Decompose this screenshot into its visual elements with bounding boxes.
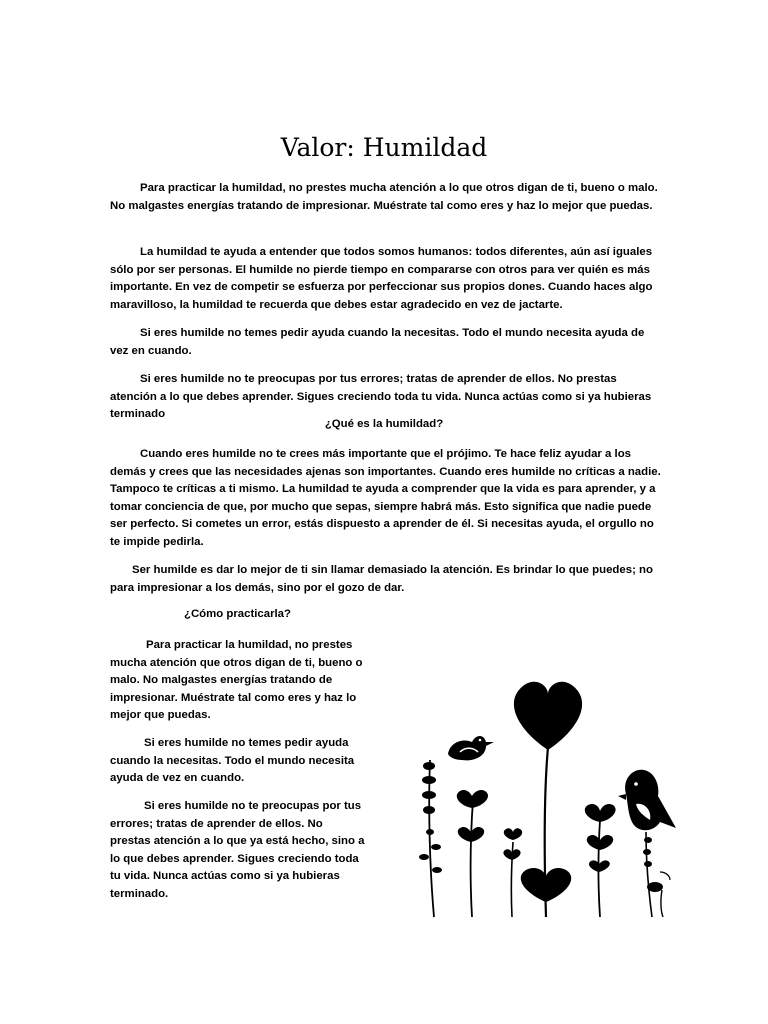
column-paragraph-practicar — [110, 637, 365, 725]
paragraph-text: Si eres humilde no temes pedir ayuda cuando la necesitas. Todo el mundo necesita ayuda de vez en cuando. — [110, 327, 645, 357]
paragraph-dar — [110, 562, 665, 597]
paragraph-text: Si eres humilde no te preocupas por tus errores; tratas de aprender de ellos. No prestas atención a lo que debes aprender. Sigues creciendo toda tu vida. Nunca actúas como si ya hubieras terminado — [110, 373, 652, 420]
paragraph-text: Para practicar la humildad, no prestes mucha atención que otros digan de ti, bueno o malo. No malgastes energías tratando de impresionar. Muéstrate tal como eres y haz lo mejor que puedas. — [110, 639, 363, 721]
column-paragraph-errores — [110, 798, 365, 903]
heading-que-es: ¿Qué es la humildad? — [324, 418, 444, 430]
paragraph-text: Si eres humilde no temes pedir ayuda cuando la necesitas. Todo el mundo necesita ayuda de vez en cuando. — [110, 737, 355, 784]
paragraph-ayuda — [110, 325, 665, 360]
paragraph-humanos — [110, 244, 665, 314]
heart-flowers-birds-illustration — [408, 672, 688, 922]
paragraph-intro — [110, 180, 665, 215]
large-heart-icon — [514, 682, 582, 750]
paragraph-text: Si eres humilde no te preocupas por tus errores; tratas de aprender de ellos. No prestas atención a lo que ya está hecho, sino a lo que debes aprender. Sigues creciendo toda tu vida. Nunca actúas como si ya hubieras terminado. — [110, 800, 365, 900]
page-title: Valor: Humildad — [280, 133, 488, 162]
paragraph-errores — [110, 371, 665, 424]
paragraph-text: Para practicar la humildad, no prestes mucha atención a lo que otros digan de ti, bueno o malo. No malgastes energías tratando de impresionar. Muéstrate tal como eres y haz lo mejor que puedas. — [110, 182, 658, 212]
paragraph-text: La humildad te ayuda a entender que todos somos humanos: todos diferentes, aún así iguales sólo por ser personas. El humilde no pierde tiempo en compararse con otros para ver quién es más importante. En vez de competir se esfuerza por perfeccionar sus propios dones. Cuando haces algo maravilloso, la humildad te recuerda que debes estar agradecido en vez de jactarte. — [110, 246, 653, 311]
paragraph-text: Ser humilde es dar lo mejor de ti sin llamar demasiado la atención. Es brindar lo que puedes; no para impresionar a los demás, sino por el gozo de dar. — [110, 564, 653, 594]
paragraph-text: Cuando eres humilde no te crees más importante que el prójimo. Te hace feliz ayudar a los demás y crees que las necesidades ajenas son importantes. Cuando eres humilde no críticas a nadie. Tampoco te críticas a ti mismo. La humildad te ayuda a comprender que la vida es para aprender, y a tomar conciencia de que, por mucho que sepas, siempre habrá más. Esto significa que nadie puede ser perfecto. Si cometes un error, estás dispuesto a aprender de él. Si necesitas ayuda, el orgullo no te impide pedirla. — [110, 448, 661, 548]
heading-como-practicarla: ¿Cómo practicarla? — [184, 608, 291, 620]
column-paragraph-ayuda — [110, 735, 365, 788]
bird-icon — [625, 770, 676, 830]
paragraph-cuando — [110, 446, 665, 551]
